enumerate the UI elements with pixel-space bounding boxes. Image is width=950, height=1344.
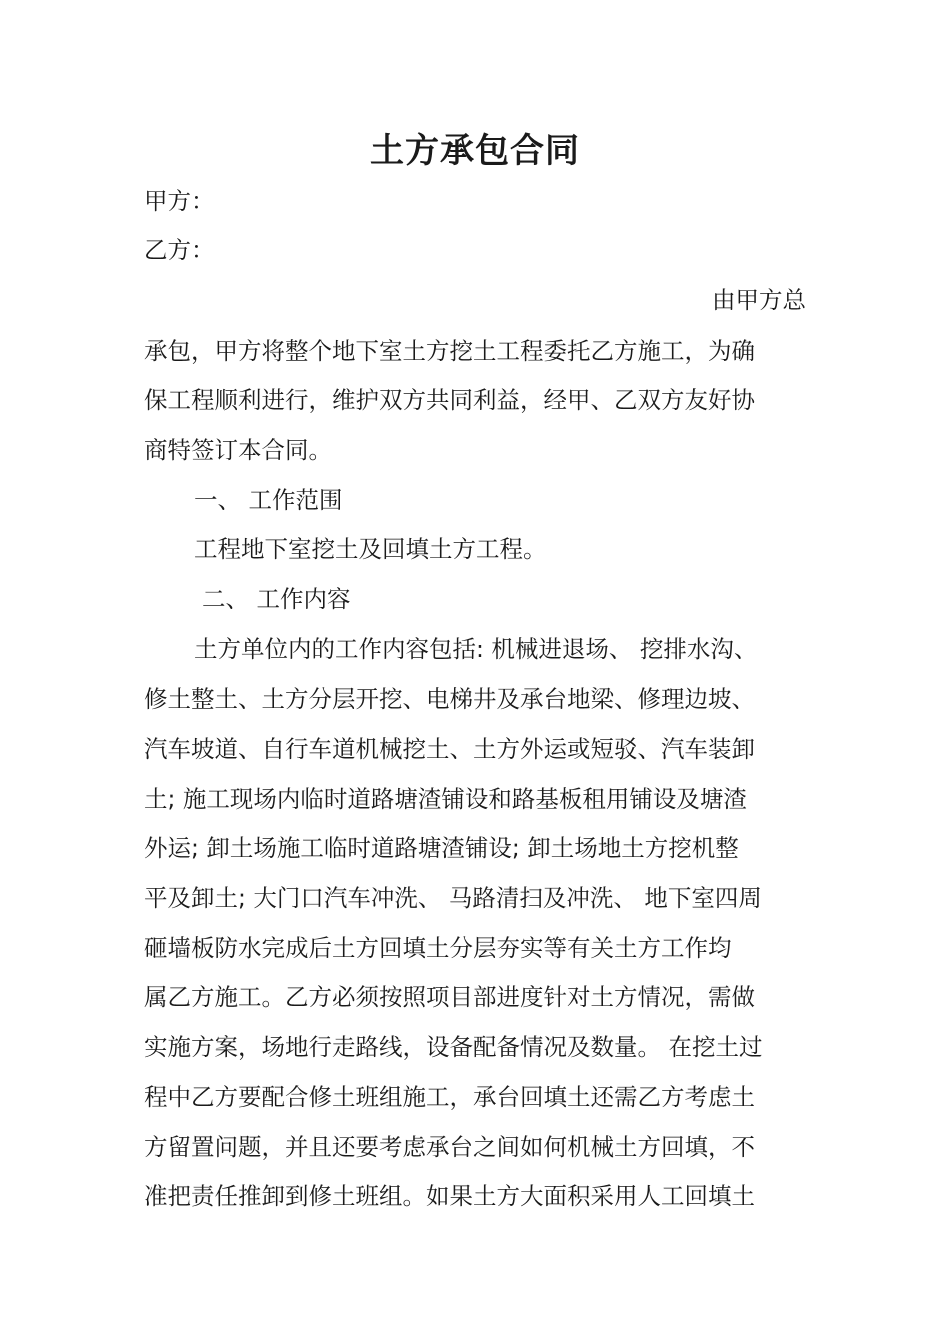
section-body-line: 平及卸土; 大门口汽车冲洗、 马路清扫及冲洗、 地下室四周 (144, 884, 762, 912)
party-a-label: 甲方： (144, 187, 215, 215)
section-body-line: 修土整土、土方分层开挖、电梯井及承台地梁、修理边坡、 (144, 685, 755, 713)
intro-line: 商特签订本合同。 (144, 436, 332, 464)
section-body-line: 实施方案，场地行走路线，设备配备情况及数量。 在挖土过 (144, 1033, 763, 1061)
section-body-line: 准把责任推卸到修土班组。如果土方大面积采用人工回填土 (144, 1182, 755, 1210)
section-body-line: 土; 施工现场内临时道路塘渣铺设和路基板租用铺设及塘渣 (144, 785, 747, 813)
section-body-line: 汽车坡道、自行车道机械挖土、土方外运或短驳、汽车装卸 (144, 735, 755, 763)
party-b-label: 乙方： (144, 236, 215, 264)
intro-line: 承包，甲方将整个地下室土方挖土工程委托乙方施工，为确 (144, 337, 755, 365)
section-body: 工程地下室挖土及回填土方工程。 (194, 535, 547, 563)
section-body-line: 砸墙板防水完成后土方回填土分层夯实等有关土方工作均 (144, 934, 732, 962)
section-body-line: 土方单位内的工作内容包括: 机械进退场、 挖排水沟、 (194, 635, 758, 663)
section-body-line: 方留置问题，并且还要考虑承台之间如何机械土方回填，不 (144, 1133, 755, 1161)
section-heading: 一、 工作范围 (194, 486, 343, 514)
section-body-line: 程中乙方要配合修土班组施工，承台回填土还需乙方考虑土 (144, 1083, 755, 1111)
document-title: 土方承包合同 (370, 131, 580, 171)
intro-line: 保工程顺利进行，维护双方共同利益，经甲、乙双方友好协 (144, 386, 755, 414)
section-heading: 二、 工作内容 (202, 585, 351, 613)
intro-line: 由甲方总 (712, 286, 806, 314)
section-body-line: 属乙方施工。乙方必须按照项目部进度针对土方情况，需做 (144, 983, 755, 1011)
section-body-line: 外运; 卸土场施工临时道路塘渣铺设; 卸土场地土方挖机整 (144, 834, 739, 862)
